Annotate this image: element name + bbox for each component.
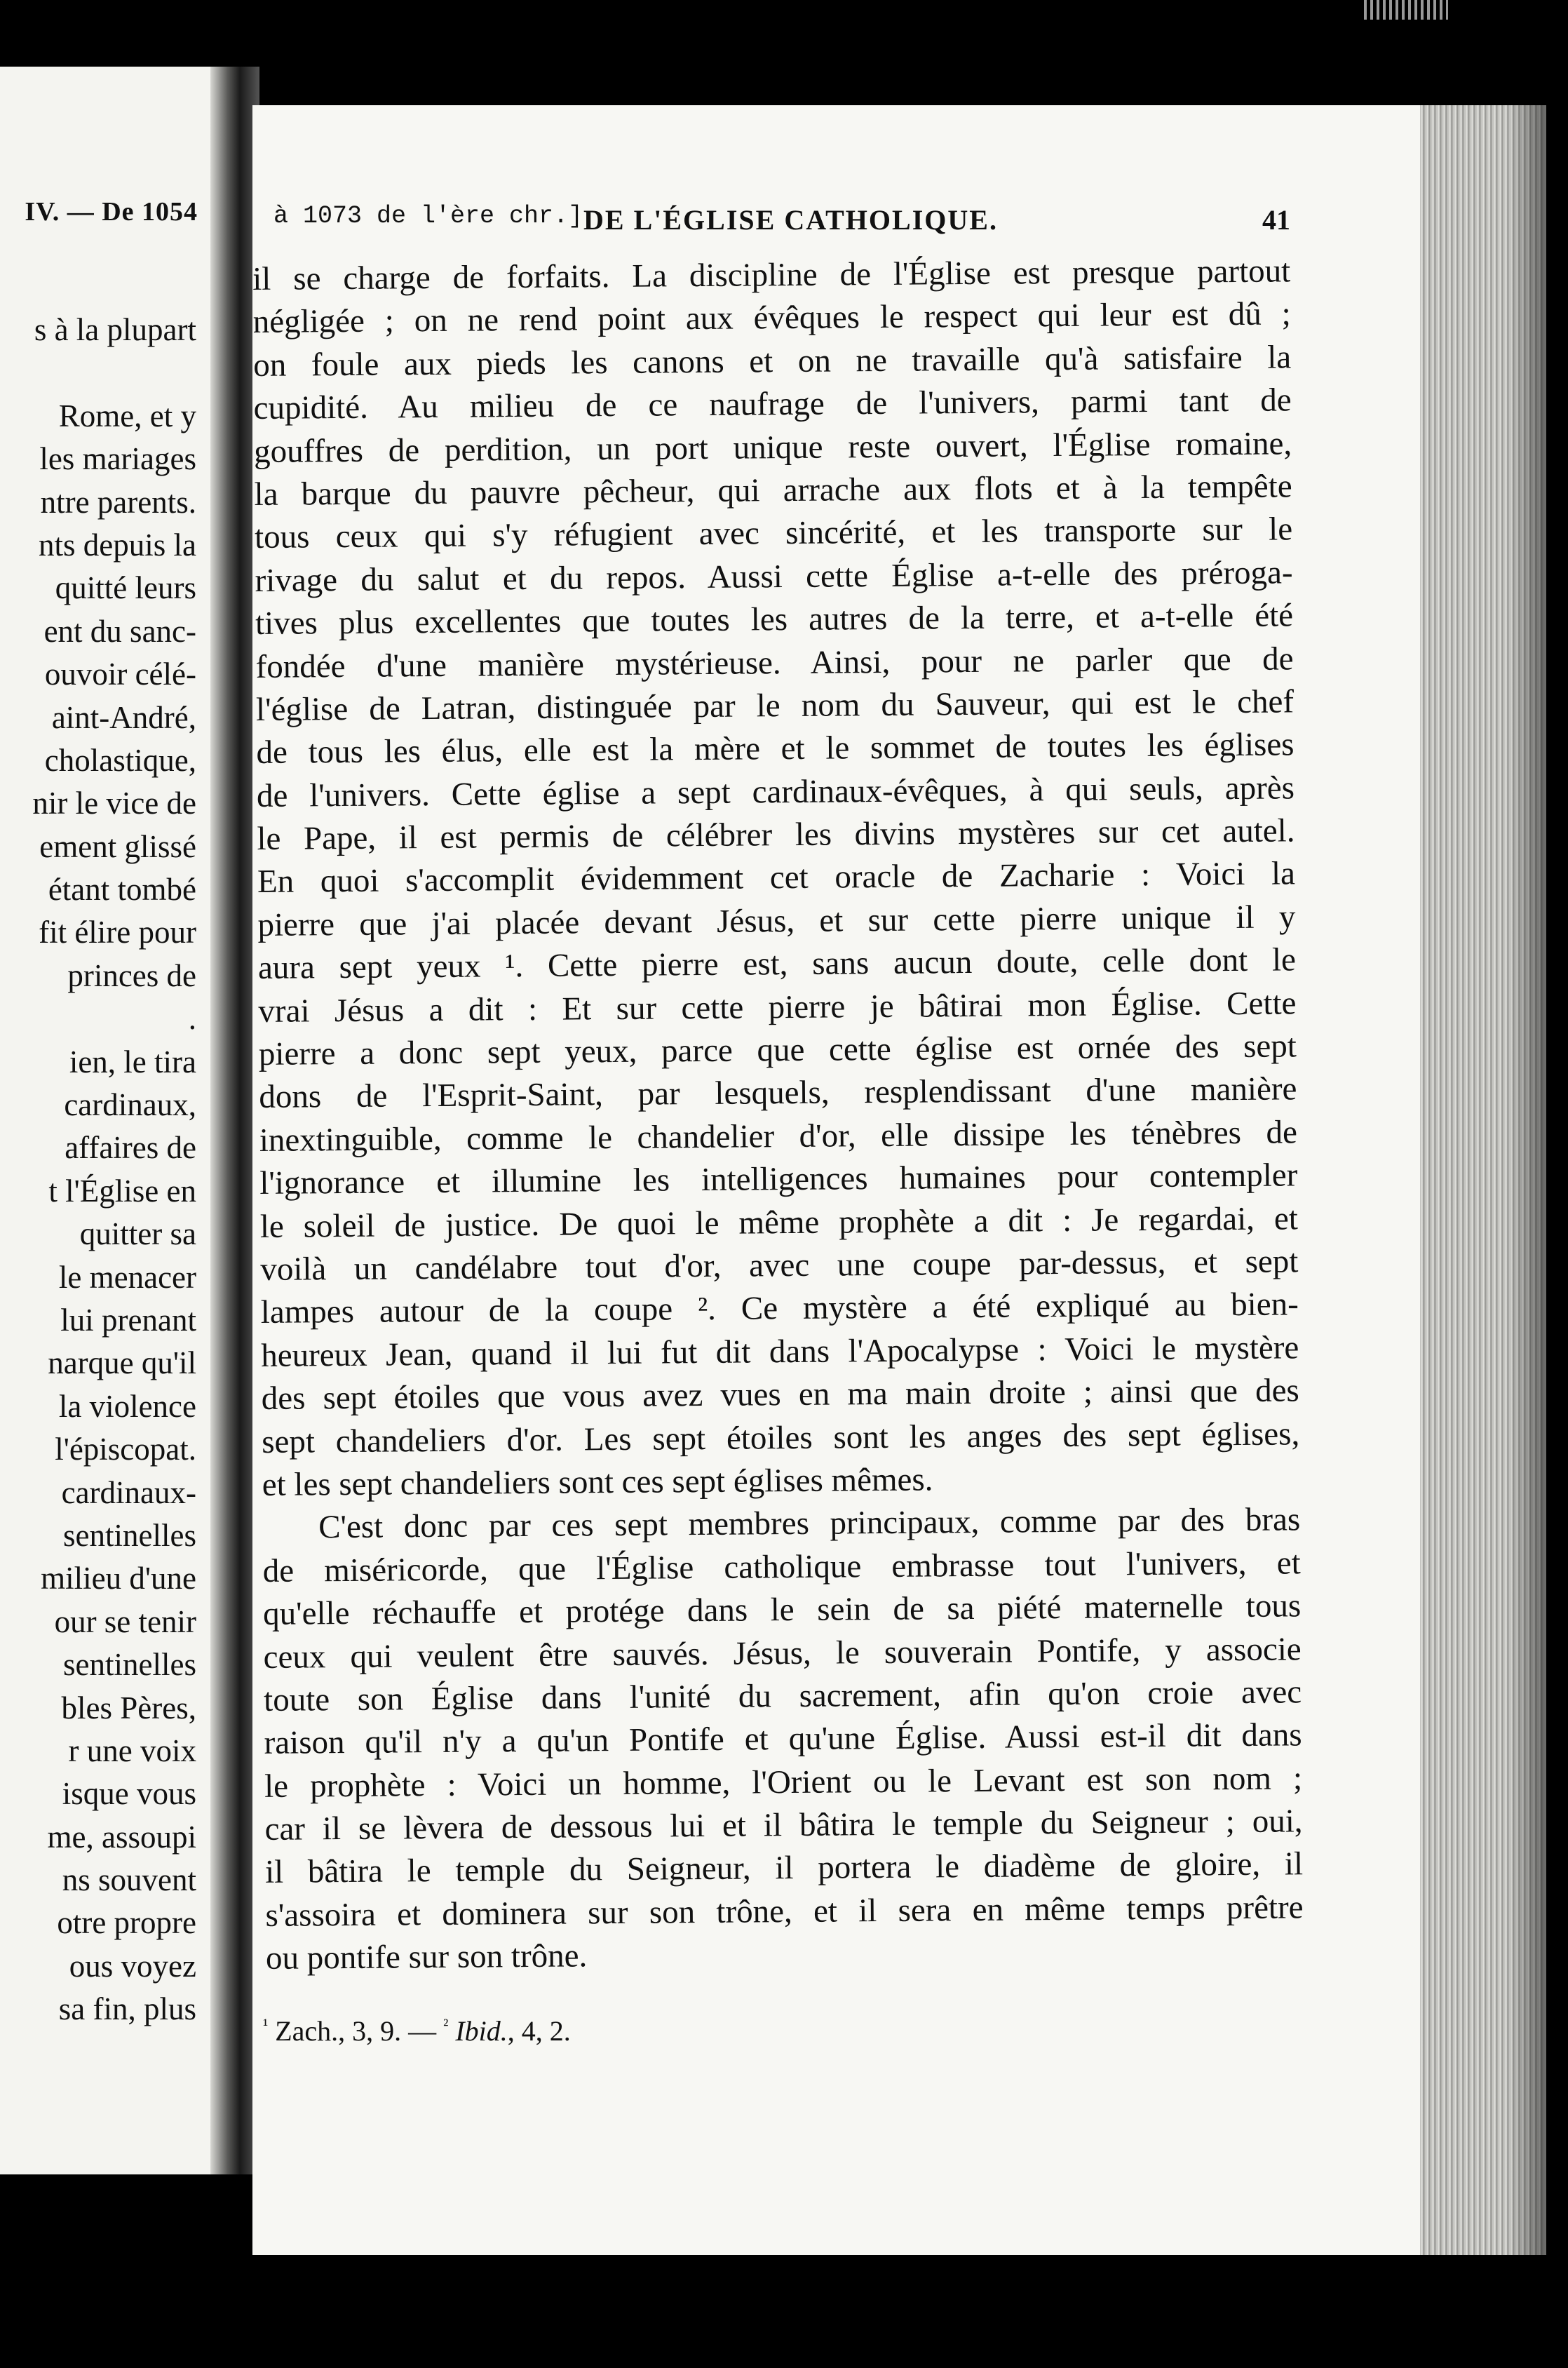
left-page-line: our se tenir [54,1603,196,1639]
left-page-line: cardinaux, [64,1087,196,1123]
left-page-text [0,309,196,2031]
body-text [252,250,1304,1980]
footnotes [263,2014,571,2047]
text-line: et les sept chandeliers sont ces sept églises mêmes. [262,1461,933,1503]
left-page-line: nts depuis la [39,527,196,563]
text-line: aura sept yeux ¹. Cette pierre est, sans aucun doute, celle dont le [257,941,1297,987]
left-page-line: ouvoir célé- [44,657,196,692]
text-line: le soleil de justice. De quoi le même prophète a dit : Je regardai, et [259,1199,1299,1245]
text-line: cupidité. Au milieu de ce naufrage de l'univers, parmi tant de [253,382,1292,427]
running-head [273,202,1290,237]
text-line: toute son Église dans l'unité du sacrement, afin qu'on croie avec [263,1674,1302,1718]
footnote-2-ref: Ibid. [455,2015,508,2047]
text-line: gouffres de perdition, un port unique reste ouvert, l'Église romaine, [253,424,1292,470]
text-line: raison qu'il n'y a qu'un Pontife et qu'une Église. Aussi est-il dit dans [264,1716,1302,1762]
left-facing-page [0,67,210,2174]
left-page-running-head: IV. — De 1054 [25,197,198,227]
text-line: qu'elle réchauffe et protége dans le sein de sa piété maternelle tous [262,1587,1302,1633]
left-page-line: ns souvent [62,1862,196,1898]
footnote-2-rest: , 4, 2. [507,2015,571,2047]
left-page-line: le menacer [58,1259,196,1295]
left-page-line: affaires de [65,1130,196,1166]
left-page-line: sa fin, plus [58,1991,196,2027]
left-page-line: Rome, et y [58,398,196,433]
left-page-line: ntre parents. [40,484,196,520]
left-page-line [0,351,196,394]
text-line: pierre que j'ai placée devant Jésus, et sur cette pierre unique il y [257,899,1296,943]
text-line: de l'univers. Cette église a sept cardinaux-évêques, à qui seuls, après [256,769,1295,814]
text-line: ou pontife sur son trône. [265,1937,588,1977]
left-page-line: ien, le tira [69,1044,196,1079]
left-page-line: bles Pères, [61,1690,196,1725]
left-page-line: cardinaux- [61,1474,196,1510]
text-line: le prophète : Voici un homme, l'Orient ou le Levant est son nom ; [264,1759,1303,1805]
left-page-line: isque vous [62,1776,196,1812]
footnote-1: Zach., 3, 9. — [275,2015,437,2047]
left-page-line: ement glissé [39,828,196,864]
left-page-line: ous voyez [69,1948,196,1984]
left-page-line: lui prenant [60,1302,196,1338]
left-page-line: aint-André, [51,699,196,735]
left-page-line: nir le vice de [32,786,196,821]
text-line: s'assoira et dominera sur son trône, et il sera en même temps prêtre [265,1889,1304,1934]
left-page-line: sentinelles [63,1517,196,1553]
running-head-date-range: à 1073 de l'ère chr.] [273,202,583,230]
left-page-line: princes de [67,957,196,993]
text-line: tous ceux qui s'y réfugient avec sincérité, et les transporte sur le [254,511,1293,556]
text-line: inextinguible, comme le chandelier d'or, elle dissipe les ténèbres de [259,1114,1298,1159]
left-page-line: otre propre [57,1905,196,1941]
text-line: En quoi s'accomplit évidemment cet oracle de Zacharie : Voici la [257,855,1296,901]
left-page-line: cholastique, [44,742,196,778]
text-line: vrai Jésus a dit : Et sur cette pierre je bâtirai mon Église. Cette [258,984,1297,1030]
text-line: pierre a donc sept yeux, parce que cette église est ornée des sept [258,1028,1297,1072]
text-line: le Pape, il est permis de célébrer les divins mystères sur cet autel. [257,812,1295,858]
left-page-line: r une voix [68,1733,196,1768]
text-line: on foule aux pieds les canons et on ne travaille qu'à satisfaire la [252,339,1292,384]
text-line: de miséricorde, que l'Église catholique embrasse tout l'univers, et [262,1545,1301,1589]
left-page-line: narque qu'il [48,1345,196,1381]
left-page-line: fit élire pour [39,915,196,950]
text-line: l'ignorance et illumine les intelligences humaines pour contempler [259,1157,1298,1202]
page-edges-shadow [1508,105,1550,2255]
left-page-line: . [188,1001,196,1037]
text-line: C'est donc par ces sept membres principaux, comme par des bras [318,1501,1301,1546]
text-line: l'église de Latran, distinguée par le nom du Sauveur, qui est le chef [255,683,1295,728]
left-page-line: l'épiscopat. [55,1432,196,1467]
left-page-line: milieu d'une [41,1561,196,1596]
footnote-1-mark: ¹ [263,2016,269,2035]
scan-artifact [1364,0,1448,20]
page-number: 41 [1262,204,1290,236]
text-line: la barque du pauvre pêcheur, qui arrache aux flots et à la tempête [254,468,1292,513]
left-page-line: la violence [58,1388,196,1424]
text-line: de tous les élus, elle est la mère et le sommet de toutes les églises [256,726,1295,772]
text-line: lampes autour de la coupe ². Ce mystère a été expliqué au bien- [260,1286,1299,1331]
footnote-2-mark: ² [443,2016,449,2035]
text-line: des sept étoiles que vous avez vues en ma main droite ; ainsi que des [261,1372,1299,1418]
text-line: ceux qui veulent être sauvés. Jésus, le souverain Pontife, y associe [263,1630,1302,1676]
left-page-line: me, assoupi [47,1819,196,1855]
text-line: dons de l'Esprit-Saint, par lesquels, resplendissant d'une manière [259,1070,1297,1116]
text-line: heureux Jean, quand il lui fut dit dans l'Apocalypse : Voici le mystère [261,1329,1299,1374]
text-line: voilà un candélabre tout d'or, avec une coupe par-dessus, et sept [260,1243,1299,1288]
left-page-line: t l'Église en [48,1173,196,1209]
text-line: sept chandeliers d'or. Les sept étoiles sont les anges des sept églises, [262,1415,1300,1460]
left-page-line: les mariages [39,441,196,477]
running-head-title: DE L'ÉGLISE CATHOLIQUE. [583,204,998,236]
left-page-line: s à la plupart [34,312,196,347]
left-page-line: ent du sanc- [43,613,196,649]
left-page-line: quitter sa [79,1216,196,1252]
text-line: il se charge de forfaits. La discipline de l'Église est presque partout [252,253,1291,297]
text-line: il bâtira le temple du Seigneur, il portera le diadème de gloire, il [264,1845,1304,1891]
text-line: rivage du salut et du repos. Aussi cette Église a-t-elle des préroga- [255,554,1293,599]
text-line: car il se lèvera de dessous lui et il bâtira le temple du Seigneur ; oui, [264,1803,1303,1848]
text-line: tives plus excellentes que toutes les autres de la terre, et a-t-elle été [255,597,1294,643]
left-page-line: sentinelles [63,1647,196,1683]
left-page-line: étant tombé [48,872,196,908]
text-line: négligée ; on ne rend point aux évêques le respect qui leur est dû ; [252,295,1291,341]
left-page-line: quitté leurs [55,570,196,606]
text-line: fondée d'une manière mystérieuse. Ainsi, pour ne parler que de [255,640,1294,685]
